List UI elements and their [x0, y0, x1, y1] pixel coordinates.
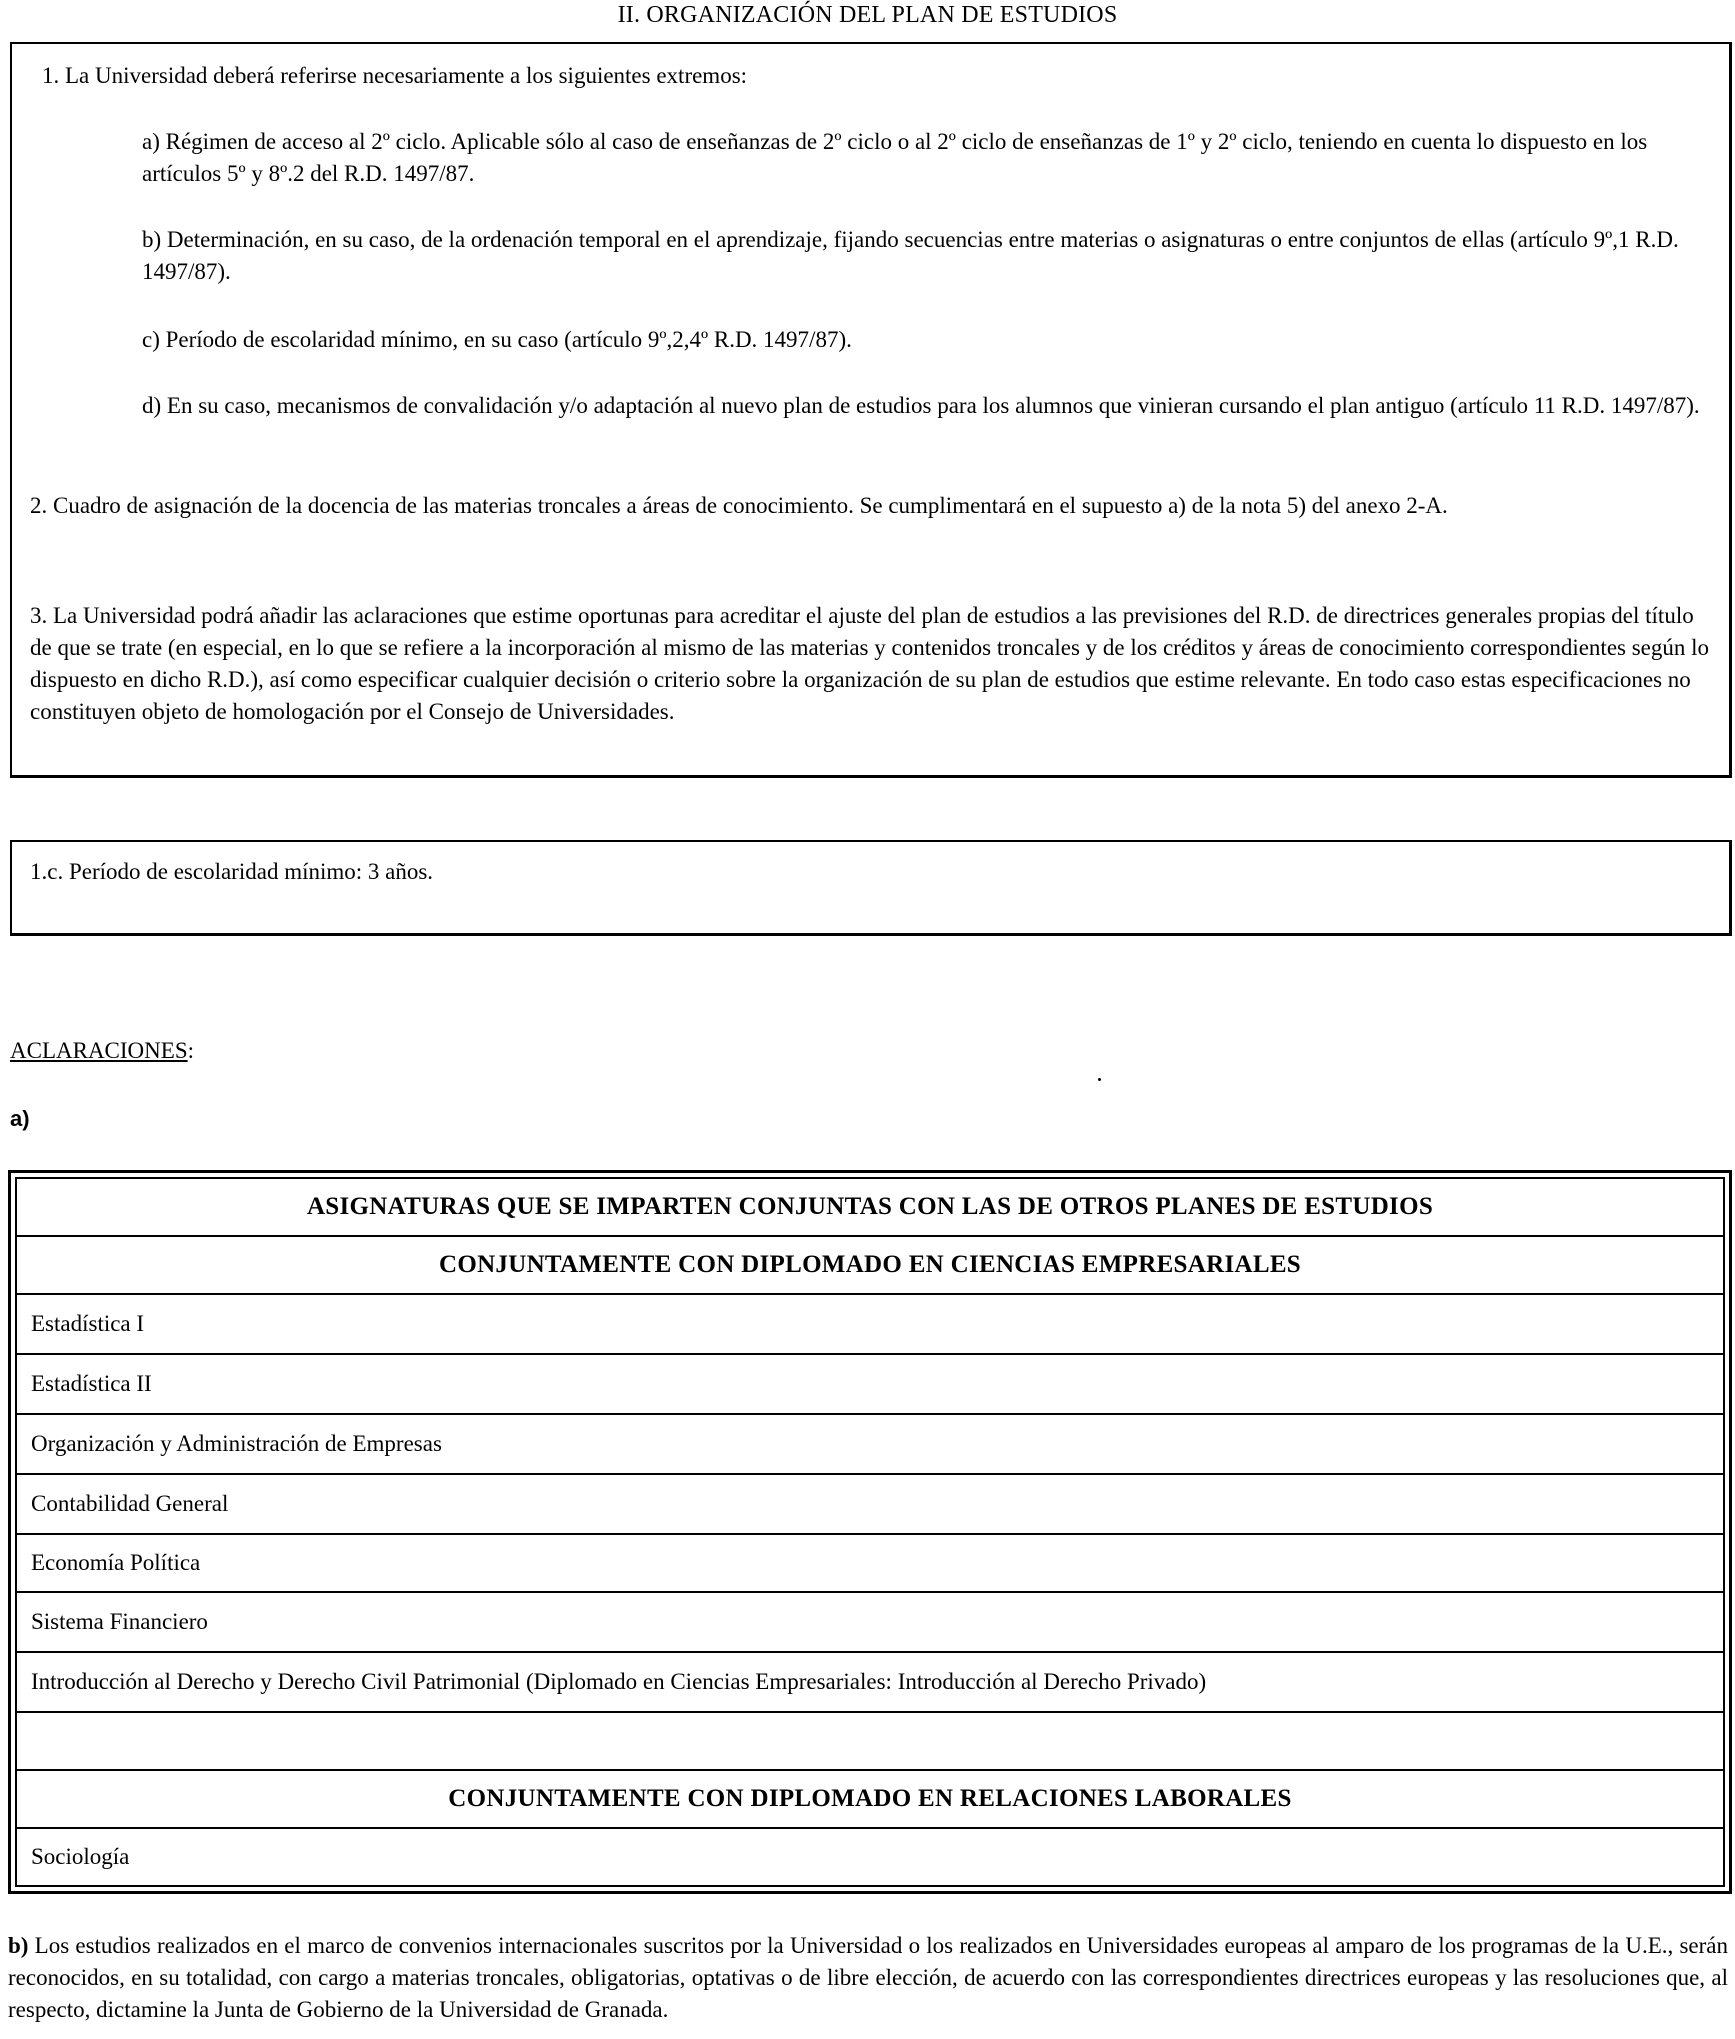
stray-dot — [1098, 1078, 1101, 1081]
table-row: Organización y Administración de Empresas — [17, 1415, 1723, 1475]
table-row: Estadística II — [17, 1355, 1723, 1415]
period-box — [10, 840, 1732, 936]
instruction-point-2: 2. Cuadro de asignación de la docencia de las materias troncales a áreas de conocimiento. Se cumplimentará en el supuesto a) de la nota 5) del anexo 2-A. — [30, 493, 1448, 518]
table-title: ASIGNATURAS QUE SE IMPARTEN CONJUNTAS CON LAS DE OTROS PLANES DE ESTUDIOS — [17, 1179, 1723, 1237]
page-title: II. ORGANIZACIÓN DEL PLAN DE ESTUDIOS — [617, 2, 1118, 28]
instructions-box — [10, 42, 1732, 778]
aclaraciones-heading — [10, 1038, 194, 1064]
table-row: Sociología — [31, 1844, 130, 1869]
instructions-intro: 1. La Universidad deberá referirse necesariamente a los siguientes extremos: — [42, 63, 748, 88]
footnote-b-text: Los estudios realizados en el marco de convenios internacionales suscritos por la Universidad o los realizados en Universidades europeas al amparo de los programas de la U.E., serán reconocidos, en su totalidad, con cargo a materias troncales, obligatorias, optativas o de libre elección, de acuerdo con las correspondientes directrices europeas y las resoluciones que, al respecto, dictamine la Junta de Gobierno de la Universidad de Granada. — [8, 1933, 1728, 2022]
instruction-item-a: a) Régimen de acceso al 2º ciclo. Aplicable sólo al caso de enseñanzas de 2º ciclo o al 2º ciclo de enseñanzas de 1º y 2º ciclo, teniendo en cuenta lo dispuesto en los artículos 5º y 8º.2 del R.D. 1497/87. — [142, 129, 1648, 186]
table-row: Estadística I — [17, 1295, 1723, 1355]
table-row: Contabilidad General — [17, 1475, 1723, 1535]
group-heading-laborales: CONJUNTAMENTE CON DIPLOMADO EN RELACIONES LABORALES — [17, 1771, 1723, 1829]
footnote-b — [8, 1930, 1728, 2026]
section-label-a: a) — [10, 1106, 30, 1131]
group-heading-empresariales: CONJUNTAMENTE CON DIPLOMADO EN CIENCIAS EMPRESARIALES — [17, 1237, 1723, 1295]
table-row: Economía Política — [17, 1535, 1723, 1593]
table-row: Sistema Financiero — [17, 1593, 1723, 1653]
joint-subjects-table-inner — [15, 1177, 1725, 1887]
table-row-empty — [17, 1713, 1723, 1771]
joint-subjects-table — [8, 1170, 1732, 1894]
aclaraciones-colon: : — [187, 1038, 195, 1063]
aclaraciones-heading-text: ACLARACIONES — [10, 1038, 188, 1063]
instruction-item-b: b) Determinación, en su caso, de la ordenación temporal en el aprendizaje, fijando secuencias entre materias o asignaturas o entre conjuntos de ellas (artículo 9º,1 R.D. 1497/87). — [142, 227, 1679, 284]
instruction-item-c: c) Período de escolaridad mínimo, en su caso (artículo 9º,2,4º R.D. 1497/87). — [142, 327, 852, 352]
footnote-b-label: b) — [8, 1933, 29, 1958]
table-row: Introducción al Derecho y Derecho Civil Patrimonial (Diplomado en Ciencias Empresariales: Introducción al Derecho Privado) — [17, 1653, 1723, 1713]
instruction-point-3: 3. La Universidad podrá añadir las aclaraciones que estime oportunas para acreditar el ajuste del plan de estudios a las previsiones del R.D. de directrices generales propias del título de que se trate (en especial, en lo que se refiere a la incorporación al mismo de las materias y contenidos troncales y de los créditos y áreas de conocimiento correspondientes según lo dispuesto en dicho R.D.), así como especificar cualquier decisión o criterio sobre la organización de su plan de estudios que estime relevante. En todo caso estas especificaciones no constituyen objeto de homologación por el Consejo de Universidades. — [30, 603, 1710, 724]
period-text: 1.c. Período de escolaridad mínimo: 3 años. — [30, 859, 434, 884]
instruction-item-d: d) En su caso, mecanismos de convalidación y/o adaptación al nuevo plan de estudios para los alumnos que vinieran cursando el plan antiguo (artículo 11 R.D. 1497/87). — [142, 393, 1700, 418]
